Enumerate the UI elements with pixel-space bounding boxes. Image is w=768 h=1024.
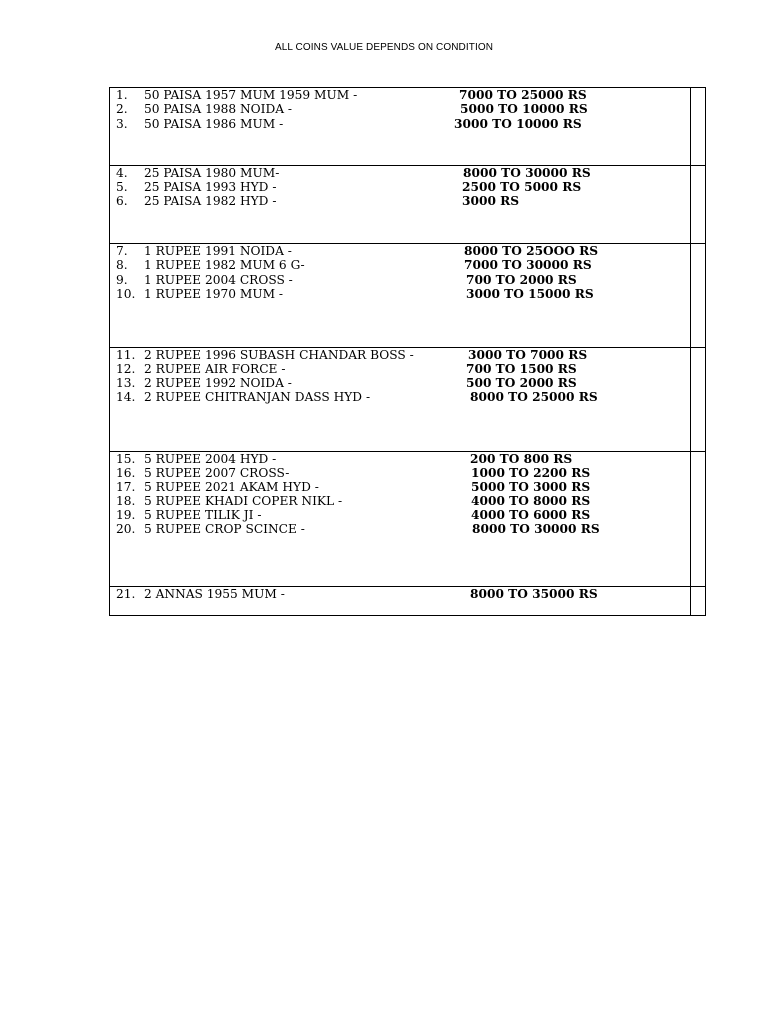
section-2-rupee (110, 348, 705, 452)
row-number: 19. (116, 508, 136, 522)
coin-price: 3000 TO 10000 RS (454, 117, 582, 131)
row-number: 12. (116, 362, 136, 376)
row-number: 3. (116, 117, 128, 131)
row-number: 6. (116, 194, 128, 208)
coin-price: 7000 TO 25000 RS (459, 88, 587, 102)
coin-price: 700 TO 1500 RS (466, 362, 577, 376)
coin-name: 50 PAISA 1957 MUM 1959 MUM - (144, 88, 358, 102)
coin-price: 3000 RS (462, 194, 520, 208)
coin-price: 2500 TO 5000 RS (462, 180, 582, 194)
row-number: 11. (116, 348, 136, 362)
column-divider (690, 166, 691, 243)
row-number: 20. (116, 522, 136, 536)
table-row (110, 466, 690, 481)
coin-price: 700 TO 2000 RS (466, 273, 577, 287)
row-number: 17. (116, 480, 136, 494)
row-number: 14. (116, 390, 136, 404)
row-number: 15. (116, 452, 136, 466)
row-number: 9. (116, 273, 128, 287)
table-row (110, 117, 690, 132)
coin-name: 5 RUPEE 2007 CROSS- (144, 466, 290, 480)
table-row (110, 390, 690, 405)
coin-name: 2 RUPEE 1996 SUBASH CHANDAR BOSS - (144, 348, 414, 362)
table-row (110, 494, 690, 509)
coin-name: 50 PAISA 1986 MUM - (144, 117, 284, 131)
row-number: 1. (116, 88, 128, 102)
coin-value-table (109, 87, 706, 616)
coin-name: 25 PAISA 1993 HYD - (144, 180, 277, 194)
coin-name: 1 RUPEE 1970 MUM - (144, 287, 284, 301)
column-divider (690, 244, 691, 347)
coin-price: 4000 TO 6000 RS (471, 508, 591, 522)
table-row (110, 480, 690, 495)
table-row (110, 88, 690, 103)
table-row (110, 287, 690, 302)
table-row (110, 194, 690, 209)
coin-price: 4000 TO 8000 RS (471, 494, 591, 508)
row-number: 8. (116, 258, 128, 272)
table-row (110, 362, 690, 377)
table-row (110, 348, 690, 363)
coin-name: 1 RUPEE 2004 CROSS - (144, 273, 293, 287)
coin-price: 200 TO 800 RS (470, 452, 573, 466)
coin-name: 2 ANNAS 1955 MUM - (144, 587, 285, 601)
coin-price: 1000 TO 2200 RS (471, 466, 591, 480)
coin-price: 5000 TO 10000 RS (460, 102, 588, 116)
section-2-annas (110, 587, 705, 615)
section-25-paisa (110, 166, 705, 244)
section-1-rupee (110, 244, 705, 348)
table-row (110, 258, 690, 273)
coin-name: 1 RUPEE 1991 NOIDA - (144, 244, 292, 258)
row-number: 2. (116, 102, 128, 116)
coin-name: 5 RUPEE 2021 AKAM HYD - (144, 480, 319, 494)
column-divider (690, 88, 691, 165)
coin-price: 8000 TO 25OOO RS (464, 244, 599, 258)
coin-price: 3000 TO 15000 RS (466, 287, 594, 301)
table-row (110, 273, 690, 288)
coin-name: 2 RUPEE 1992 NOIDA - (144, 376, 292, 390)
coin-price: 3000 TO 7000 RS (468, 348, 588, 362)
page-title: ALL COINS VALUE DEPENDS ON CONDITION (274, 42, 494, 53)
section-50-paisa (110, 88, 705, 166)
table-row (110, 244, 690, 259)
coin-name: 1 RUPEE 1982 MUM 6 G- (144, 258, 305, 272)
table-row (110, 180, 690, 195)
coin-name: 25 PAISA 1982 HYD - (144, 194, 277, 208)
coin-price: 5000 TO 3000 RS (471, 480, 591, 494)
column-divider (690, 348, 691, 451)
coin-price: 8000 TO 30000 RS (463, 166, 591, 180)
coin-name: 5 RUPEE KHADI COPER NIKL - (144, 494, 343, 508)
table-row (110, 508, 690, 523)
table-row (110, 376, 690, 391)
coin-name: 2 RUPEE CHITRANJAN DASS HYD - (144, 390, 371, 404)
coin-name: 50 PAISA 1988 NOIDA - (144, 102, 293, 116)
coin-price: 8000 TO 35000 RS (470, 587, 598, 601)
coin-price: 8000 TO 30000 RS (472, 522, 600, 536)
coin-price: 8000 TO 25000 RS (470, 390, 598, 404)
table-row (110, 522, 690, 537)
section-5-rupee (110, 452, 705, 587)
row-number: 5. (116, 180, 128, 194)
row-number: 7. (116, 244, 128, 258)
coin-name: 25 PAISA 1980 MUM- (144, 166, 280, 180)
column-divider (690, 587, 691, 615)
coin-name: 5 RUPEE TILIK JI - (144, 508, 262, 522)
table-row (110, 587, 690, 602)
row-number: 13. (116, 376, 136, 390)
coin-name: 5 RUPEE 2004 HYD - (144, 452, 277, 466)
coin-name: 5 RUPEE CROP SCINCE - (144, 522, 305, 536)
table-row (110, 452, 690, 467)
row-number: 21. (116, 587, 136, 601)
table-row (110, 102, 690, 117)
row-number: 16. (116, 466, 136, 480)
coin-price: 500 TO 2000 RS (466, 376, 577, 390)
row-number: 10. (116, 287, 136, 301)
coin-price: 7000 TO 30000 RS (464, 258, 592, 272)
row-number: 18. (116, 494, 136, 508)
coin-name: 2 RUPEE AIR FORCE - (144, 362, 286, 376)
column-divider (690, 452, 691, 586)
table-row (110, 166, 690, 181)
row-number: 4. (116, 166, 128, 180)
